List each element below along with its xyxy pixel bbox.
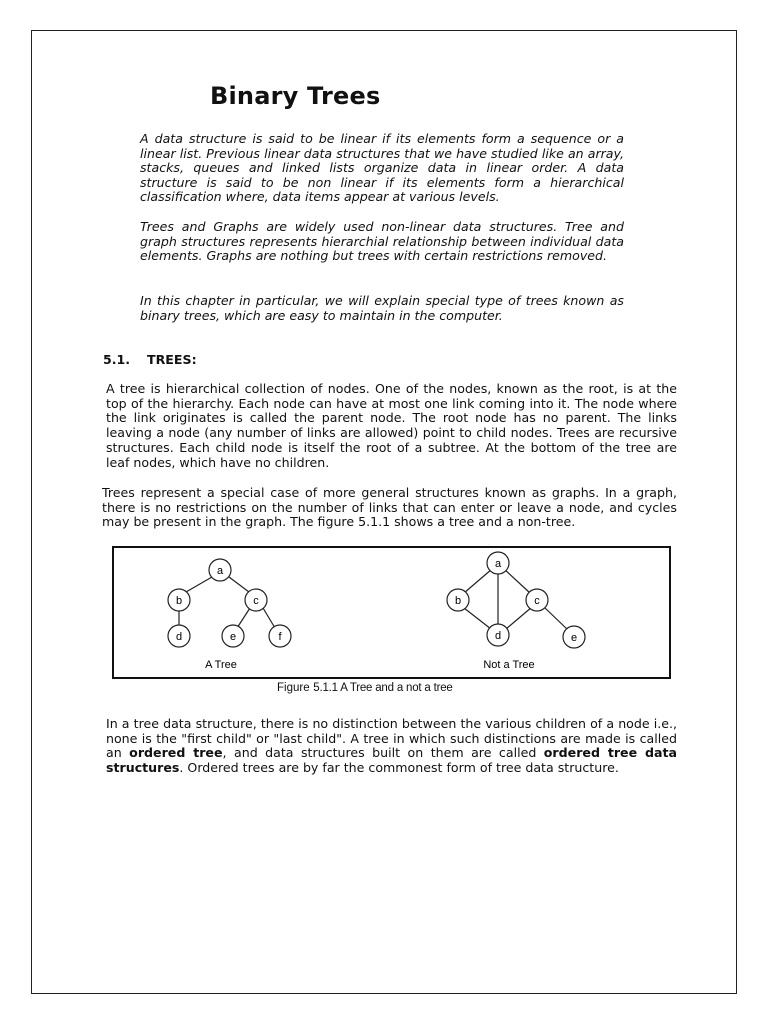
- tree-node-f-label: f: [278, 631, 282, 643]
- nontree-node-b: [447, 589, 469, 611]
- nontree-label: Not a Tree: [483, 659, 535, 671]
- tree-edge-c-e: [237, 608, 250, 628]
- figure-caption: [277, 680, 453, 694]
- tree-node-e-label: e: [229, 631, 237, 643]
- page-title: Binary Trees: [210, 82, 381, 110]
- tree-node-d-label: d: [175, 631, 183, 643]
- nontree-edge-c-d: [506, 607, 532, 629]
- tree-edge-c-f: [263, 608, 275, 628]
- nontree-node-a: [487, 552, 509, 574]
- tree-node-b-label: b: [175, 595, 183, 607]
- ordered-text-1: In a tree data structure, there is no distinction between the various children of a node i.e., none is the "first child" or "last child". A tree in which such distinctions are made is called an: [106, 716, 677, 761]
- intro-paragraph-graphs: Trees and Graphs are widely used non-linear data structures. Tree and graph structures represents hierarchial relationship between individual data elements. Graphs are nothing but trees with certain restrictions removed.: [140, 219, 624, 264]
- ordered-tree-ds-term: ordered tree data structures: [106, 745, 678, 776]
- tree-node-c: [245, 589, 267, 611]
- intro-paragraph-linear: A data structure is said to be linear if its elements form a sequence or a linear list. Previous linear data structures that we have studied like an array, stacks, queues and linked lists organize data in linear order. A data structure is said to be non linear if its elements form a hierarchical classification where, data items appear at various levels.: [140, 131, 624, 205]
- section-number: 5.1.: [103, 352, 131, 367]
- nontree-edge-b-d: [464, 608, 491, 629]
- nontree-node-e-label: e: [570, 632, 578, 644]
- ordered-tree-term: ordered tree: [129, 745, 223, 761]
- figure-diagram: [114, 548, 669, 677]
- nontree-edge-a-b: [464, 569, 492, 593]
- nontree-node-c: [526, 589, 548, 611]
- nontree-node-e: [563, 626, 585, 648]
- ordered-text-2: , and data structures built on them are called: [222, 745, 544, 761]
- figure-caption-word: Figure: [277, 682, 310, 694]
- tree-node-e: [222, 625, 244, 647]
- nontree-edge-c-e: [544, 607, 568, 630]
- tree-diagram: [168, 559, 291, 671]
- tree-definition-paragraph: A tree is hierarchical collection of nodes. One of the nodes, known as the root, is at the top of the hierarchy. Each node can have at most one link coming into it. The node where the link originates is called the parent node. The root node has no parent. The links leaving a node (any number of links are allowed) point to child nodes. Trees are recursive structures. Each child node is itself the root of a subtree. At the bottom of the tree are leaf nodes, which have no children.: [106, 381, 677, 470]
- nontree-node-b-label: b: [454, 595, 462, 607]
- section-title: TREES:: [147, 352, 197, 367]
- figure-caption-text: 5.1.1 A Tree and a not a tree: [313, 682, 453, 694]
- tree-edge-a-b: [186, 577, 212, 592]
- tree-node-d: [168, 625, 190, 647]
- nontree-node-a-label: a: [494, 558, 502, 570]
- nontree-edge-a-c: [504, 569, 530, 593]
- graph-paragraph: Trees represent a special case of more general structures known as graphs. In a graph, there is no restrictions on the number of links that can enter or leave a node, and cycles may be present in the graph. The figure 5.1.1 shows a tree and a non-tree.: [102, 485, 677, 530]
- figure-tree-vs-nontree: [112, 546, 671, 679]
- nontree-node-d: [487, 624, 509, 646]
- ordered-text-3: . Ordered trees are by far the commonest form of tree data structure.: [179, 760, 619, 776]
- nontree-diagram: [447, 552, 585, 671]
- tree-node-a-label: a: [216, 565, 224, 577]
- nontree-node-d-label: d: [494, 630, 502, 642]
- nontree-node-c-label: c: [534, 595, 540, 607]
- tree-node-b: [168, 589, 190, 611]
- tree-node-c-label: c: [253, 595, 259, 607]
- tree-edge-a-c: [229, 577, 249, 592]
- tree-label: A Tree: [205, 659, 237, 671]
- tree-node-f: [269, 625, 291, 647]
- intro-paragraph-chapter: In this chapter in particular, we will explain special type of trees known as binary trees, which are easy to maintain in the computer.: [140, 293, 624, 323]
- tree-node-a: [209, 559, 231, 581]
- section-heading: [103, 352, 197, 367]
- ordered-tree-paragraph: [106, 717, 677, 776]
